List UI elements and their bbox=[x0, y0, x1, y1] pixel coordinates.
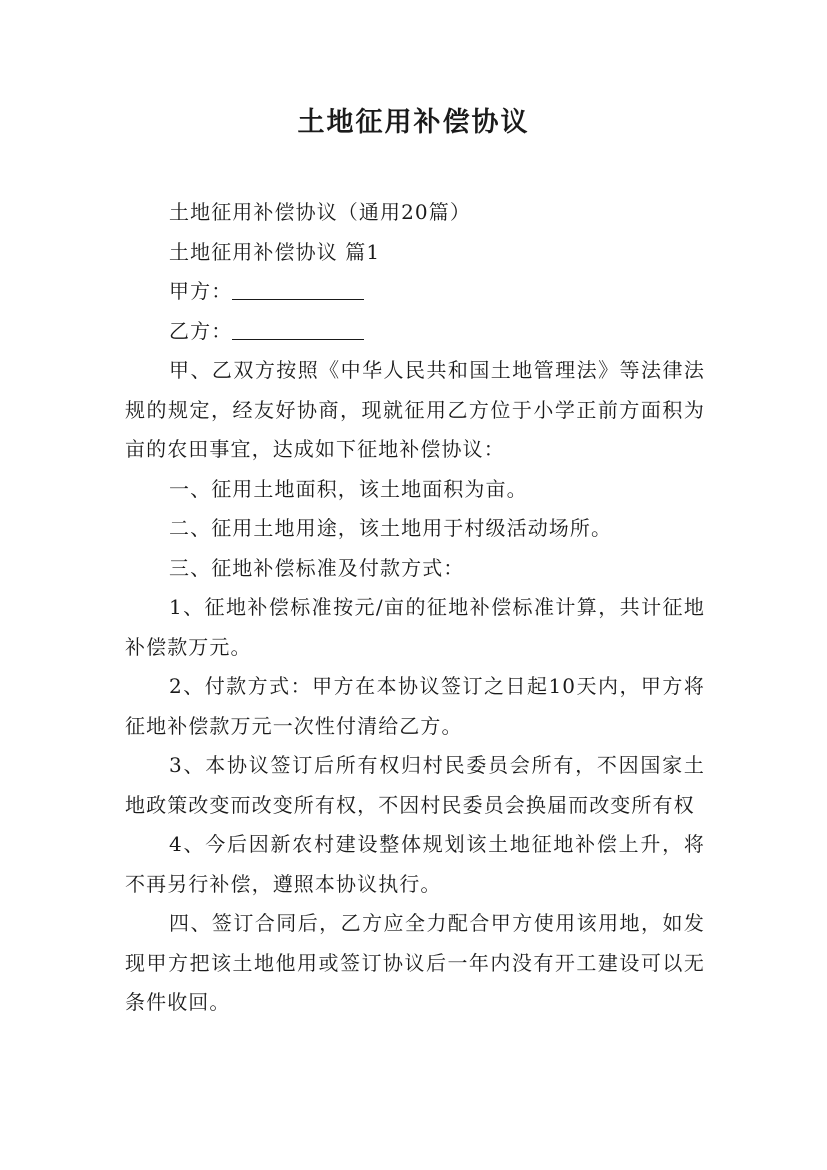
paragraph-clause-3: 三、征地补偿标准及付款方式： bbox=[169, 555, 465, 580]
party-b-line bbox=[125, 312, 705, 352]
paragraph-clause-4: 四、签订合同后，乙方应全力配合甲方使用该用地，如发现甲方把该土地他用或签订协议后一年内没有开工建设可以无条件收回。 bbox=[125, 911, 705, 1014]
paragraph-clause-1: 一、征用土地面积，该土地面积为亩。 bbox=[169, 476, 528, 501]
paragraph-subtitle: 土地征用补偿协议（通用20篇） bbox=[169, 200, 471, 224]
paragraph-item-3: 3、本协议签订后所有权归村民委员会所有，不因国家土地政策改变而改变所有权，不因村民委员会换届而改变所有权 bbox=[125, 753, 705, 817]
paragraph-clause-2: 二、征用土地用途，该土地用于村级活动场所。 bbox=[169, 516, 613, 540]
document-body bbox=[125, 193, 705, 1023]
paragraph-item-2: 2、付款方式：甲方在本协议签订之日起10天内，甲方将征地补偿款万元一次性付清给乙方。 bbox=[125, 674, 705, 738]
party-b-blank-line bbox=[232, 317, 364, 340]
paragraph-item-1: 1、征地补偿标准按元/亩的征地补偿标准计算，共计征地补偿款万元。 bbox=[125, 595, 705, 659]
paragraph-section-heading: 土地征用补偿协议 篇1 bbox=[169, 239, 381, 264]
paragraph-preamble: 甲、乙双方按照《中华人民共和国土地管理法》等法律法规的规定，经友好协商，现就征用乙方位于小学正前方面积为亩的农田事宜，达成如下征地补偿协议： bbox=[125, 358, 705, 461]
paragraph-item-4: 4、今后因新农村建设整体规划该土地征地补偿上升，将不再另行补偿，遵照本协议执行。 bbox=[125, 832, 705, 896]
party-a-line bbox=[125, 272, 705, 312]
party-b-label: 乙方： bbox=[169, 318, 233, 343]
party-a-label: 甲方： bbox=[169, 279, 233, 303]
party-a-blank-line bbox=[232, 277, 364, 300]
document-title: 土地征用补偿协议 bbox=[297, 107, 530, 138]
